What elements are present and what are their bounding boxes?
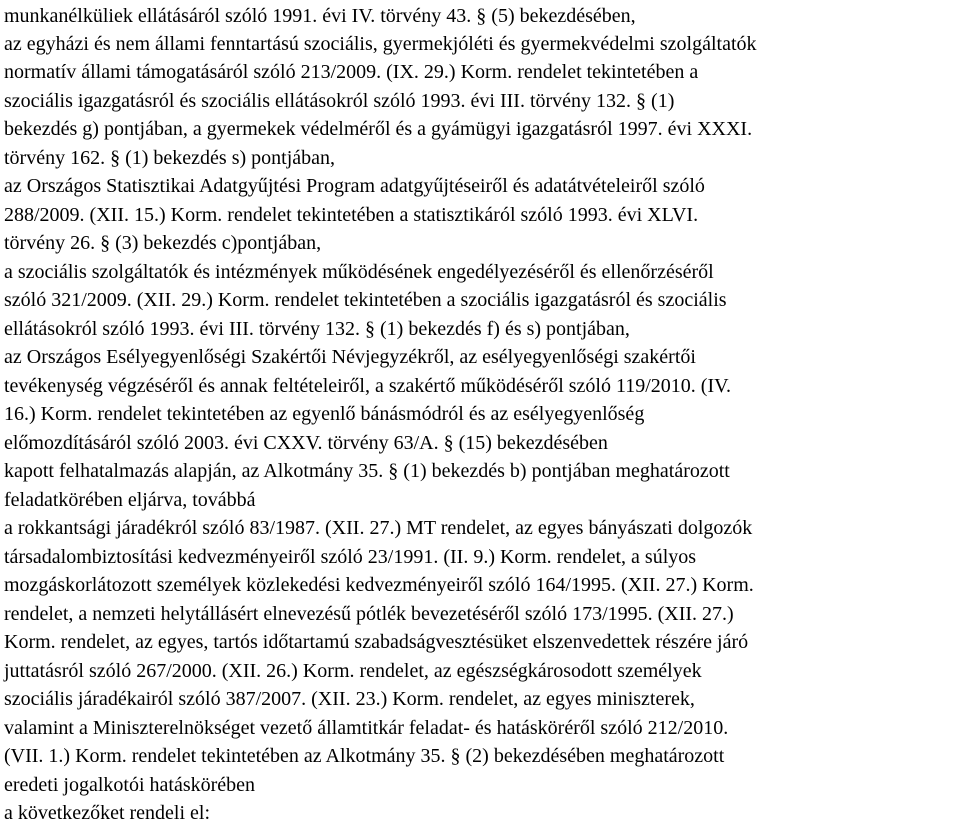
- text-line: mozgáskorlátozott személyek közlekedési kedvezményeiről szóló 164/1995. (XII. 27.) Korm.: [4, 574, 754, 596]
- text-line: a következőket rendeli el:: [4, 802, 211, 824]
- text-line: munkanélküliek ellátásáról szóló 1991. évi IV. törvény 43. § (5) bekezdésében,: [4, 5, 636, 27]
- text-line: szociális járadékairól szóló 387/2007. (XII. 23.) Korm. rendelet, az egyes miniszterek,: [4, 688, 695, 710]
- text-line: előmozdításáról szóló 2003. évi CXXV. törvény 63/A. § (15) bekezdésében: [4, 432, 608, 454]
- text-line: törvény 26. § (3) bekezdés c)pontjában,: [4, 232, 322, 254]
- text-line: 288/2009. (XII. 15.) Korm. rendelet tekintetében a statisztikáról szóló 1993. évi XLVI.: [4, 204, 699, 226]
- text-line: rendelet, a nemzeti helytállásért elnevezésű pótlék bevezetéséről szóló 173/1995. (XII. 27.): [4, 603, 734, 625]
- text-line: a rokkantsági járadékról szóló 83/1987. (XII. 27.) MT rendelet, az egyes bányászati dolgozók: [4, 517, 753, 539]
- text-line: az Országos Statisztikai Adatgyűjtési Program adatgyűjtéseiről és adatátvételeiről szóló: [4, 175, 705, 197]
- text-line: az egyházi és nem állami fenntartású szociális, gyermekjóléti és gyermekvédelmi szolgáltatók: [4, 33, 757, 55]
- text-line: kapott felhatalmazás alapján, az Alkotmány 35. § (1) bekezdés b) pontjában meghatározott: [4, 460, 730, 482]
- text-line: tevékenység végzéséről és annak feltételeiről, a szakértő működéséről szóló 119/2010. (IV.: [4, 375, 731, 397]
- text-line: bekezdés g) pontjában, a gyermekek védelméről és a gyámügyi igazgatásról 1997. évi XXXI.: [4, 118, 753, 140]
- text-line: az Országos Esélyegyenlőségi Szakértői Névjegyzékről, az esélyegyenlőségi szakértői: [4, 346, 696, 368]
- text-line: Korm. rendelet, az egyes, tartós időtartamú szabadságvesztésüket elszenvedettek részére járó: [4, 631, 749, 653]
- text-line: (VII. 1.) Korm. rendelet tekintetében az Alkotmány 35. § (2) bekezdésében meghatározott: [4, 745, 725, 767]
- text-line: társadalombiztosítási kedvezményeiről szóló 23/1991. (II. 9.) Korm. rendelet, a súlyos: [4, 546, 697, 568]
- text-line: 16.) Korm. rendelet tekintetében az egyenlő bánásmódról és az esélyegyenlőség: [4, 403, 645, 425]
- text-line: törvény 162. § (1) bekezdés s) pontjában,: [4, 147, 336, 169]
- text-line: szóló 321/2009. (XII. 29.) Korm. rendelet tekintetében a szociális igazgatásról és szociális: [4, 289, 727, 311]
- text-line: ellátásokról szóló 1993. évi III. törvény 132. § (1) bekezdés f) és s) pontjában,: [4, 318, 630, 340]
- text-line: normatív állami támogatásáról szóló 213/2009. (IX. 29.) Korm. rendelet tekintetében a: [4, 61, 699, 83]
- text-line: szociális igazgatásról és szociális ellátásokról szóló 1993. évi III. törvény 132. § (1): [4, 90, 675, 112]
- text-line: a szociális szolgáltatók és intézmények működésének engedélyezéséről és ellenőrzéséről: [4, 261, 714, 283]
- text-line: feladatkörében eljárva, továbbá: [4, 489, 256, 511]
- text-line: valamint a Miniszterelnökséget vezető államtitkár feladat- és hatásköréről szóló 212/2010.: [4, 717, 729, 739]
- text-line: juttatásról szóló 267/2000. (XII. 26.) Korm. rendelet, az egészségkárosodott személyek: [4, 660, 702, 682]
- text-line: eredeti jogalkotói hatáskörében: [4, 774, 256, 796]
